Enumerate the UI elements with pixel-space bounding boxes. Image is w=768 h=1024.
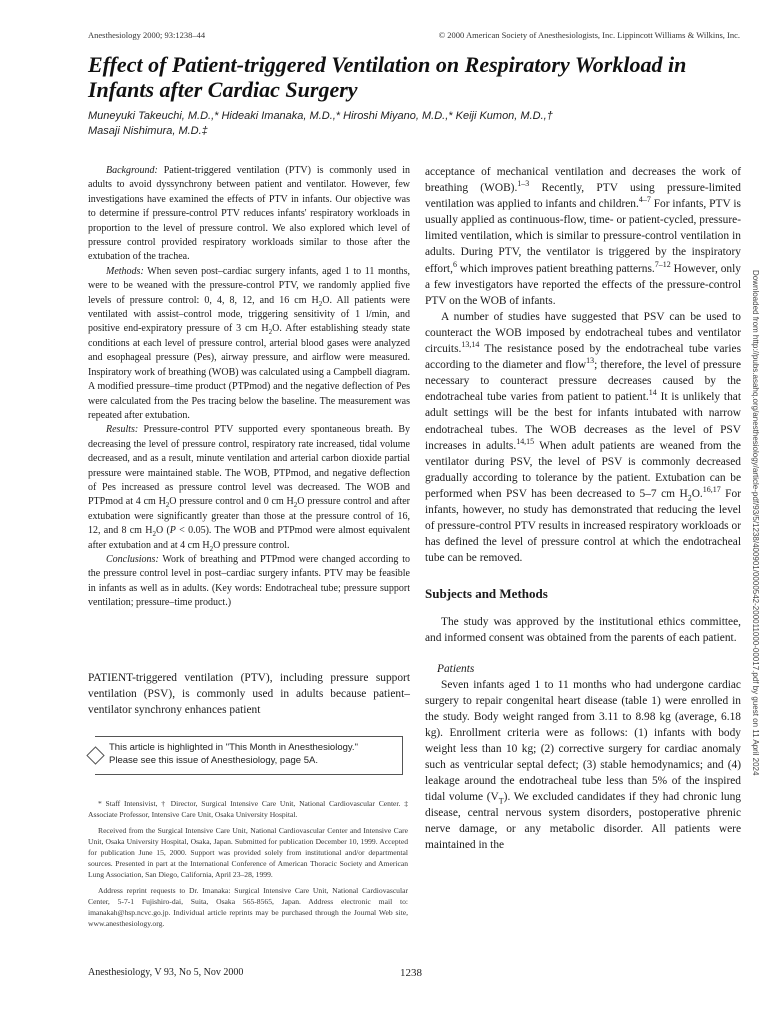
footnote-staff: * Staff Intensivist, † Director, Surgical Intensive Care Unit, National Cardiovascular Center. ‡ Associate Professor, Intensive Care Unit, Osaka University Hospital. (88, 799, 408, 819)
abstract (88, 164, 410, 611)
running-header-journal: Anesthesiology 2000; 93:1238–44 (88, 30, 206, 40)
subscript-2: 2 (293, 501, 298, 510)
body-paragraph-1 (425, 164, 741, 309)
abstract-results-text-c: O pressure control and after extubation were significantly greater than those at the pressure control of 16, 12, and 8 cm H (88, 496, 411, 537)
footnote-received: Received from the Surgical Intensive Care Unit, National Cardiovascular Center and Intensive Care Unit, Osaka University Hospital, Osaka, Japan. Submitted for publication December 10, 1999. Accepted for publication June 15, 2000. Support was provided solely from institutional and/or departmental sources. Presented in part at the International Conference of American Thoracic Society and American Lung Association, San Diego, California, April 23–28, 1999. (88, 826, 408, 879)
body-text: The resistance posed by the endotracheal tube varies according to the diameter and flow (425, 343, 741, 372)
abstract-results-p-value: P (169, 525, 176, 537)
intro-paragraph: PATIENT-triggered ventilation (PTV), including pressure support ventilation (PSV), is commonly used in adults because patient–ventilator synchrony enhances patient (88, 672, 410, 717)
subscript-2: 2 (152, 530, 156, 539)
abstract-methods-text-a: When seven post–cardiac surgery infants, aged 1 to 11 months, were to be weaned with the pressure-control PTV, we randomly applied five levels of pressure control: 0, 4, 8, 12, and 16 cm H (88, 265, 410, 306)
abstract-methods-text-b: O. All patients were ventilated with assist–control mode, triggering sensitivity of 1 l/min, and positive end-expiratory pressure of 3 cm H (88, 294, 410, 335)
citation-ref: 14 (648, 388, 657, 398)
body-text: ; therefore, the level of pressure necessary to counteract pressure decreases caused by the endotracheal tube varies from patient to patient. (425, 359, 741, 404)
abstract-background-text: Patient-triggered ventilation (PTV) is commonly used in adults to avoid dyssynchrony between patient and ventilator. However, few investigations have examined the effects of PTV in infants. Our objective was to determine if pressure-control PTV reduces infants' respiratory workloads in proportion to the level of pressure control. We also explored which level of pressure control provided respiratory workloads similar to those after the extubation of the trachea. (88, 165, 410, 263)
footnotes (88, 798, 408, 934)
body-paragraph-3: The study was approved by the institutional ethics committee, and informed consent was obtained from the parents of each patient. (425, 616, 741, 645)
citation-ref: 6 (452, 259, 457, 269)
subscript-2: 2 (165, 501, 170, 510)
section-heading: Subjects and Methods (425, 586, 548, 602)
running-header-copyright: © 2000 American Society of Anesthesiologists, Inc. Lippincott Williams & Wilkins, Inc. (438, 30, 740, 40)
abstract-results-text-f: O pressure control. (213, 539, 290, 551)
abstract-results-text-b: O pressure control and 0 cm H (169, 496, 294, 508)
body-text: which improves patient breathing patterns. (456, 262, 655, 275)
citation-ref: 4–7 (638, 195, 651, 205)
highlight-line-1: This article is highlighted in "This Month in Anesthesiology." (109, 742, 358, 753)
subscript-2: 2 (318, 299, 323, 308)
abstract-results-text-d: O ( (155, 525, 170, 537)
body-text: When adult patients are weaned from the ventilator during PSV, the level of PSV is commonly decreased gradually according to tolerance by the patient. Extubation can be performed when PSV has been decreased to 5–7 cm H (425, 439, 741, 500)
footnote-address: Address reprint requests to Dr. Imanaka: Surgical Intensive Care Unit, National Cardiovascular Center, 5-7-1 Fujishiro-dai, Suita, Osaka 565-8565, Japan. Address electronic mail to: imanakah@hsp.ncvc.go.jp. Individual article reprints may be purchased through the Journal Web site, www.anesthesiology.org. (88, 886, 408, 928)
watermark-text: Downloaded from http://pubs.asahq.org/anesthesiology/article-pdf/93/5/1238/400901/0000542-200011000-00017.pdf by guest on 11 April 2024 (751, 270, 760, 776)
body-text: acceptance of mechanical ventilation and decreases the work of breathing (WOB). (425, 166, 741, 195)
body-text: For infants, PTV is usually applied as continuous-flow, time- or patient-cycled, pressure-limited ventilation, which is similar to pressure-control ventilation in adults. During PTV, the ventilator is triggered by the inspiratory effort, (425, 198, 741, 275)
abstract-methods-label: Methods: (106, 265, 144, 277)
abstract-background (88, 164, 410, 265)
body-text: It is unlikely that adult settings will be the best for infants intubated with narrow endotracheal tubes. The WOB decreases as the level of PSV increases in adults. (425, 391, 742, 452)
body-text: A number of studies have suggested that PSV can be used to counteract the WOB imposed by endotracheal tubes and ventilator circuits. (425, 310, 741, 356)
abstract-conclusions (88, 553, 410, 611)
subscript-t: T (498, 796, 504, 806)
citation-ref: 1–3 (517, 179, 530, 189)
abstract-results-text-e: < 0.05). The WOB and PTPmod were almost equivalent after extubation and at 4 cm H (88, 525, 410, 551)
citation-ref: 7–12 (654, 259, 671, 269)
page-number: 1238 (400, 967, 422, 979)
subscript-2: 2 (268, 328, 273, 337)
highlight-line-2: Please see this issue of Anesthesiology, page 5A. (109, 755, 318, 766)
abstract-background-label: Background: (106, 165, 158, 176)
body-text: ). We excluded candidates if they had chronic lung disease, central nervous system disorders, postoperative phrenic nerve damage, or any metabolic disorder. All patients were maintained in the (425, 791, 741, 852)
abstract-conclusions-text: Work of breathing and PTPmod were changed according to the pressure control level in post–cardiac surgery infants. PTV may be feasible in infants as well as in adults. (Key words: Endotracheal tube; pressure support ventilation; pressure–time product.) (88, 553, 410, 609)
article-title: Effect of Patient-triggered Ventilation on Respiratory Workload in Infants after Cardiac Surgery (88, 52, 687, 102)
citation-ref: 13,14 (461, 340, 480, 350)
citation-ref: 14,15 (516, 436, 535, 446)
right-column (425, 164, 741, 854)
body-text: Recently, PTV using pressure-limited ventilation was applied to infants and children. (425, 182, 741, 211)
body-paragraph-2 (425, 309, 741, 567)
citation-ref: 16,17 (702, 485, 721, 495)
highlight-box (95, 736, 403, 775)
abstract-results-text-a: Pressure-control PTV supported every spontaneous breath. By decreasing the level of pressure control, respiratory rate increased, tidal volume decreased, and as a result, minute ventilation and arterial carbon dioxide partial pressure were maintained stable. The WOB, PTPmod, and negative deflection of Pes increased as pressure control level was decreased. The WOB and PTPmod at 4 cm H (88, 424, 410, 508)
author-list (88, 109, 728, 139)
citation-ref: 13 (586, 356, 595, 366)
author-line-2: Masaji Nishimura, M.D.‡ (88, 125, 208, 137)
abstract-results-label: Results: (106, 424, 139, 436)
download-watermark (748, 270, 762, 776)
author-line-1: Muneyuki Takeuchi, M.D.,* Hideaki Imanaka, M.D.,* Hiroshi Miyano, M.D.,* Keiji Kumon, M.D.,† (88, 110, 553, 122)
body-text: However, only a few investigators have reported the effects of the pressure-control PTV on the WOB of infants. (425, 262, 741, 307)
subsection-heading: Patients (437, 662, 475, 675)
subscript-2: 2 (687, 493, 692, 503)
subscript-2: 2 (209, 544, 214, 553)
abstract-methods-text-c: O. After establishing steady state conditions at each level of pressure control, arterial blood gases were analyzed and esophageal pressure (Pes), airway pressure, and airflow were measured. Inspiratory work of breathing (WOB) was calculated using a Campbell diagram. A modified pressure–time product (PTPmod) and the negative deflection of Pes were calculated from the Pes tracing below the baseline. The measurement was repeated after extubation. (88, 323, 410, 421)
body-text: Seven infants aged 1 to 11 months who had undergone cardiac surgery to repair congenital heart disease (table 1) were enrolled in the study. Body weight ranged from 3.11 to 8.98 kg (average, 6.18 kg). Enrollment criteria were as follows: (1) infants with body weight less than 10 kg; (2) corrective surgery for cardiac anomaly such as ventricular septal defect; (3) stable hemodynamics; and (4) leakage around the endotracheal tube less than 5% of the inspired tidal volume (V (425, 678, 741, 804)
body-paragraph-4 (425, 677, 741, 854)
body-text: O. (691, 487, 703, 500)
body-text: For infants, however, no study has demonstrated that reducing the level of pressure-control PTV results in increased respiratory workloads or has defined the level of pressure control at which the endotracheal tube can be removed. (425, 487, 741, 565)
abstract-results (88, 423, 410, 553)
abstract-conclusions-label: Conclusions: (106, 553, 159, 565)
abstract-methods (88, 265, 410, 423)
footer-journal: Anesthesiology, V 93, No 5, Nov 2000 (88, 967, 244, 978)
